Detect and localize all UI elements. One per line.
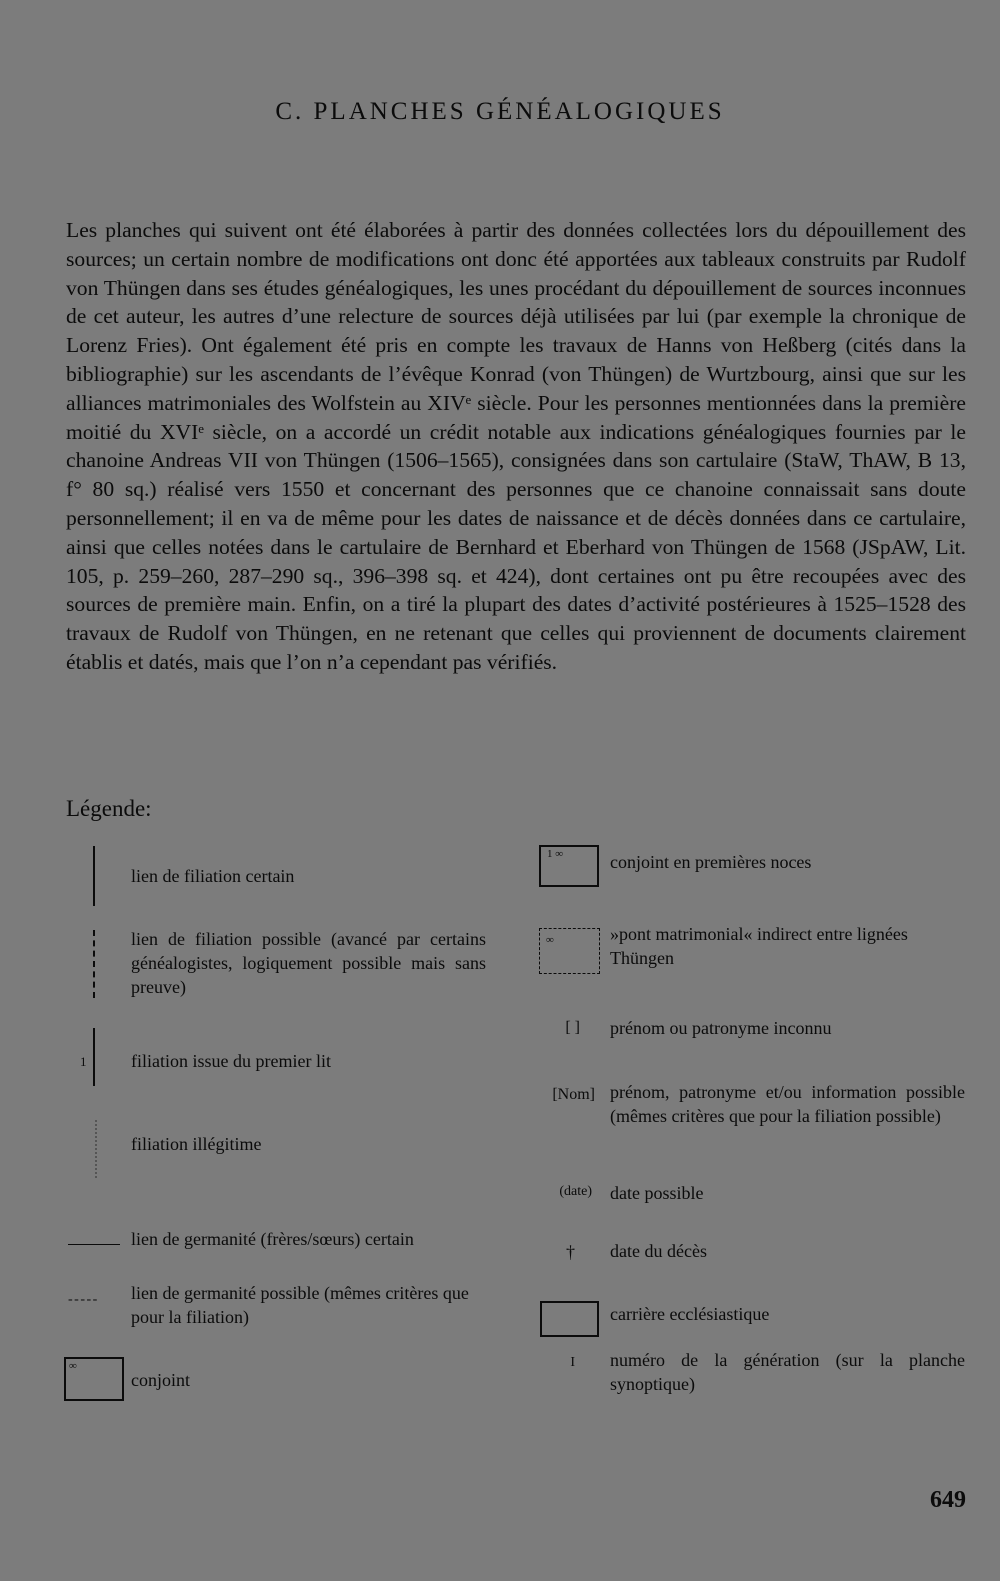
first-marriage-symbol: 1 ∞	[547, 848, 564, 860]
legend-label-ecclesiastical-career: carrière ecclésiastique	[610, 1304, 770, 1324]
dagger-icon: †	[566, 1242, 575, 1262]
page-title: C. PLANCHES GÉNÉALOGIQUES	[275, 98, 725, 125]
first-marriage-box-icon	[539, 845, 599, 887]
generation-number-symbol: I	[570, 1355, 575, 1370]
possible-name-symbol: [Nom]	[552, 1086, 595, 1103]
legend-label-matrimonial-bridge: »pont matrimonial« indirect entre lignées Thüngen	[610, 924, 908, 968]
legend-label-unknown-name: prénom ou patronyme inconnu	[610, 1018, 832, 1038]
intro-paragraph: Les planches qui suivent ont été élaborées à partir des données collectées lors du dépouillement des sources; un certain nombre de modifications ont donc été apportées aux tableaux construits par Rudolf von Thüngen dans ses études généalogiques, les unes procédant du dépouillement de sources inconnues de cet auteur, les autres d’une relecture de sources déjà utilisées par lui (par exemple la chronique de Lorenz Fries). Ont également été pris en compte les travaux de Hanns von Heßberg (cités dans la bibliographie) sur les ascendants de l’évêque Konrad (von Thüngen) de Wurtzbourg, ainsi que sur les alliances matrimoniales des Wolfstein au XIVᵉ siècle. Pour les personnes mentionnées dans la première moitié du XVIᵉ siècle, on a accordé un crédit notable aux indications généalogiques fournies par le chanoine Andreas VII von Thüngen (1506–1565), consignées dans son cartulaire (StaW, ThAW, B 13, f° 80 sq.) réalisé vers 1550 et concernant des personnes que ce chanoine connaissait sans doute personnellement; il en va de même pour les dates de naissance et de décès données dans ce cartulaire, ainsi que celles notées dans le cartulaire de Bernhard et Eberhard von Thüngen de 1568 (JSpAW, Lit. 105, p. 259–260, 287–290 sq., 396–398 sq. et 424), dont certaines ont pu être recoupées avec des sources de première main. Enfin, on a tiré la plupart des dates d’activité postérieures à 1525–1528 des travaux de Rudolf von Thüngen, en ne retenant que celles qui proviennent de documents clairement établis et datés, mais que l’on n’a cependant pas vérifiés.	[66, 218, 966, 674]
legend-label-sibling-possible: lien de germanité possible (mêmes critères que pour la filiation)	[131, 1283, 469, 1327]
ecclesiastical-box-icon	[540, 1301, 599, 1337]
solid-sibling-line-icon	[68, 1244, 120, 1245]
bridge-marriage-symbol: ∞	[546, 934, 554, 946]
solid-filiation-line-icon	[93, 846, 95, 906]
legend-label-generation-number: numéro de la génération (sur la planche synoptique)	[610, 1350, 965, 1394]
dotted-filiation-line-icon	[95, 1120, 97, 1178]
legend-label-filiation-illegitimate: filiation illégitime	[131, 1134, 262, 1154]
possible-date-symbol: (date)	[559, 1184, 592, 1199]
legend-label-possible-date: date possible	[610, 1183, 704, 1203]
legend-label-filiation-possible: lien de filiation possible (avancé par certains généalogistes, logiquement possible mais sans preuve)	[131, 929, 486, 997]
dashed-filiation-line-icon	[93, 930, 95, 998]
matrimonial-bridge-box-icon	[539, 928, 600, 974]
legend-label-first-marriage: conjoint en premières noces	[610, 852, 812, 872]
marriage-symbol: ∞	[69, 1360, 77, 1372]
legend-label-possible-name: prénom, patronyme et/ou information possible (mêmes critères que pour la filiation possible)	[610, 1082, 965, 1126]
unknown-name-symbol: [ ]	[565, 1019, 580, 1036]
legend-label-filiation-first-bed: filiation issue du premier lit	[131, 1051, 331, 1071]
legend-label-spouse: conjoint	[131, 1370, 190, 1390]
spouse-box-icon	[64, 1357, 124, 1401]
page-number: 649	[930, 1487, 966, 1513]
first-marriage-number: 1	[80, 1054, 87, 1069]
legend-label-sibling-certain: lien de germanité (frères/sœurs) certain	[131, 1229, 414, 1249]
first-marriage-filiation-line-icon	[93, 1028, 95, 1086]
dashed-sibling-line-icon: - - - - -	[68, 1292, 97, 1307]
legend-label-filiation-certain: lien de filiation certain	[131, 866, 295, 886]
legend-label-date-of-death: date du décès	[610, 1241, 707, 1261]
legend-heading: Légende:	[66, 796, 152, 821]
